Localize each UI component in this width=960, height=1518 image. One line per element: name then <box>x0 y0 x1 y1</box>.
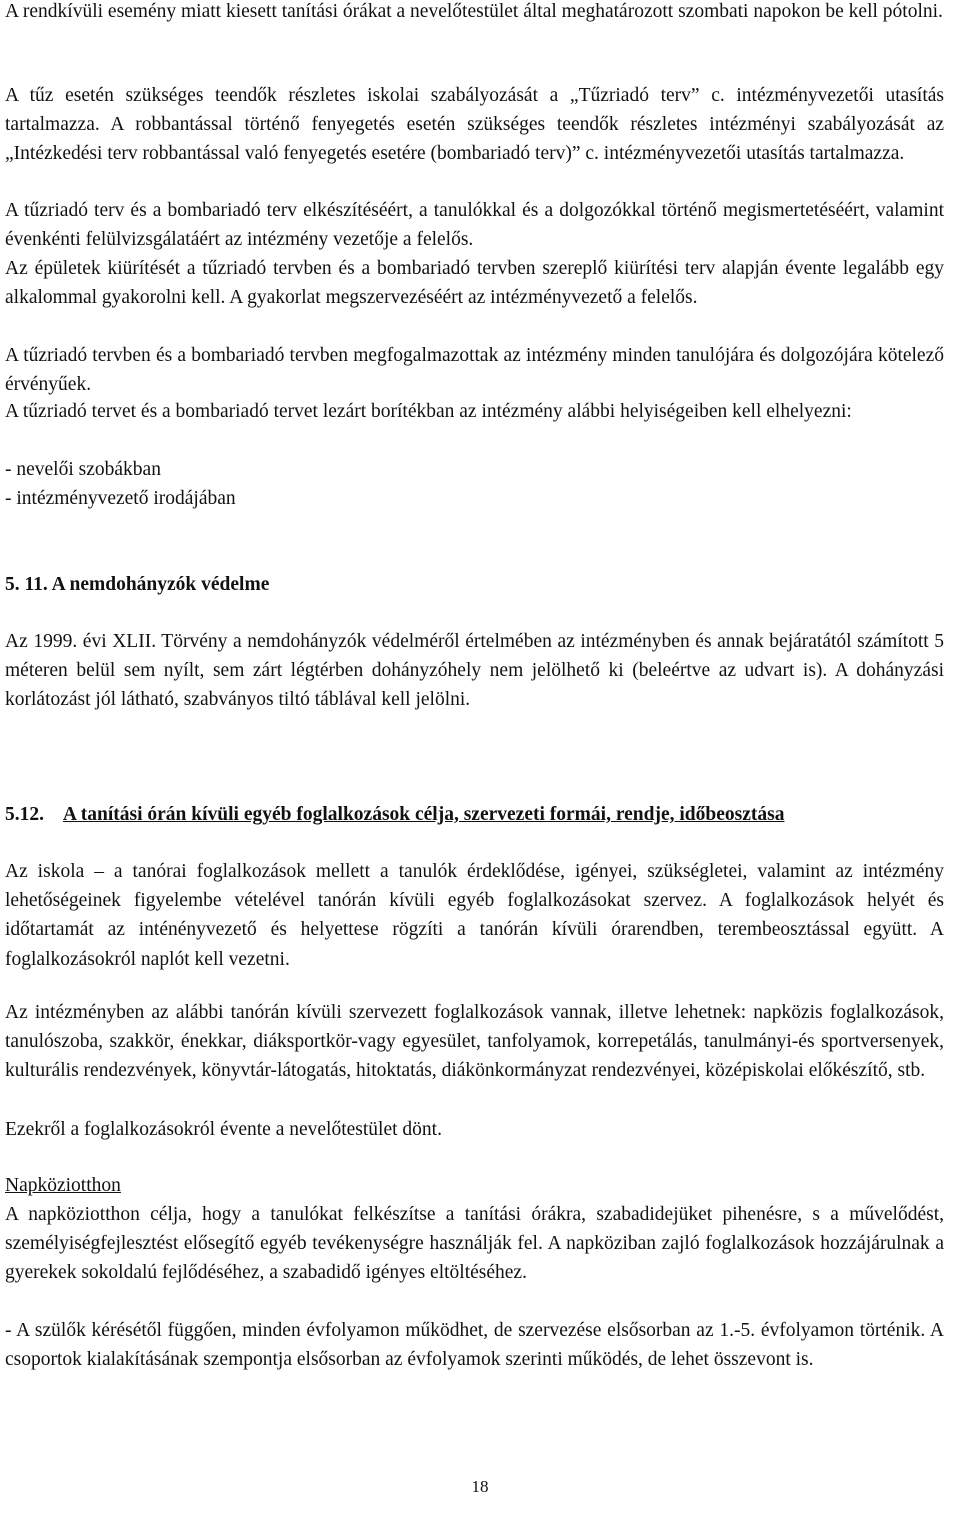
section-number-512: 5.12. <box>5 804 44 825</box>
section-title-512: A tanítási órán kívüli egyéb foglalkozások célja, szervezeti formái, rendje, időbeosztása <box>62 804 785 825</box>
list-item-staff-room: - nevelői szobákban <box>5 459 161 480</box>
page-number: 18 <box>471 1477 489 1496</box>
paragraph-fire-bomb-plans: A tűz esetén szükséges teendők részletes iskolai szabályozását a „Tűzriadó terv” c. intézményvezetői utasítás tartalmazza. A robbantással történő fenyegetés esetén szükséges teendők részletes intézményi szabályozását az „Intézkedési terv robbantással való fenyegetés esetére (bombariadó terv)” c. intézményvezetői utasítás tartalmazza. <box>5 85 944 165</box>
subsection-heading-napkozi: Napköziotthon <box>5 1175 121 1196</box>
paragraph-extracurricular-list: Az intézményben az alábbi tanórán kívüli szervezett foglalkozások vannak, illetve lehetnek: napközis foglalkozások, tanulószoba, szakkör, énekkar, diáksportkör-vagy egyesület, tanfolyamok, korrepetálás, tanulmányi-és sportversenyek, kulturális rendezvények, könyvtár-látogatás, hitoktatás, diákönkormányzat rendezvényei, középiskolai előkészítő, stb. <box>5 1002 944 1082</box>
section-heading-511: 5. 11. A nemdohányzók védelme <box>5 574 270 595</box>
paragraph-extracurricular-decision: Ezekről a foglalkozásokról évente a nevelőtestület dönt. <box>5 1119 442 1140</box>
list-item-director-office: - intézményvezető irodájában <box>5 488 236 509</box>
paragraph-plan-responsibility: A tűzriadó terv és a bombariadó terv elkészítéséért, a tanulókkal és a dolgozókkal történő megismertetéséért, valamint évenkénti felülvizsgálatáért az intézmény vezetője a felelős. <box>5 200 944 251</box>
paragraph-plan-storage: A tűzriadó tervet és a bombariadó tervet lezárt borítékban az intézmény alábbi helyiségeiben kell elhelyezni: <box>5 401 852 422</box>
section-heading-512 <box>5 800 944 829</box>
paragraph-napkozi-goal: A napköziotthon célja, hogy a tanulókat felkészítse a tanítási órákra, szabadidejüket pihenésre, s a művelődést, személyiségfejlesztést elősegítő egyéb tevékenységre használják fel. A napköziban zajló foglalkozások hozzájárulnak a gyerekek sokoldalú fejlődéséhez, a szabadidő igényes eltöltéséhez. <box>5 1204 944 1284</box>
paragraph-evacuation-drill: Az épületek kiürítését a tűzriadó tervben és a bombariadó tervben szereplő kiürítési terv alapján évente legalább egy alkalommal gyakorolni kell. A gyakorlat megszervezéséért az intézményvezető a felelős. <box>5 258 944 309</box>
paragraph-napkozi-organization: - A szülők kérésétől függően, minden évfolyamon működhet, de szervezése elsősorban az 1.-5. évfolyamon történik. A csoportok kialakításának szempontja elsősorban az évfolyamok szerinti működés, de lehet összevont is. <box>5 1320 944 1371</box>
paragraph-nonsmokers: Az 1999. évi XLII. Törvény a nemdohányzók védelméről értelmében az intézményben és annak bejáratától számított 5 méteren belül sem nyílt, sem zárt légtérben dohányzóhely nem jelölhető ki (beleértve az udvart is). A dohányzási korlátozást jól látható, szabványos tiltó táblával kell jelölni. <box>5 631 944 711</box>
paragraph-makeup-lessons: A rendkívüli esemény miatt kiesett tanítási órákat a nevelőtestület által meghatározott szombati napokon be kell pótolni. <box>5 1 943 22</box>
paragraph-plan-binding: A tűzriadó tervben és a bombariadó tervben megfogalmazottak az intézmény minden tanulójára és dolgozójára kötelező érvényűek. <box>5 345 944 396</box>
paragraph-extracurricular-intro: Az iskola – a tanórai foglalkozások mellett a tanulók érdeklődése, igényei, szükségletei, valamint az intézmény lehetőségeinek figyelembe vételével tanórán kívüli egyéb foglalkozásokat szervez. A foglalkozások helyét és időtartamát az inténényvezető és helyettese rögzíti a tanórán kívüli órarendben, terembeosztással együtt. A foglalkozásokról naplót kell vezetni. <box>5 861 944 970</box>
